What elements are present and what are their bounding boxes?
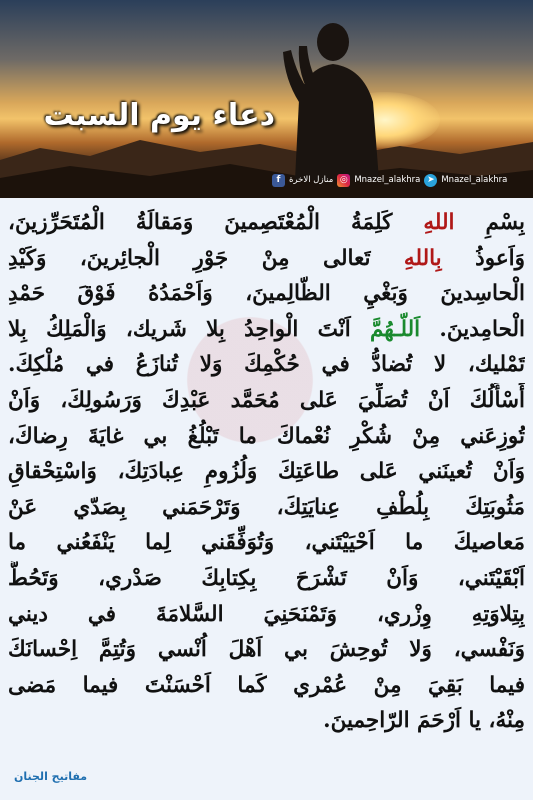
prayer-line-14: فيما بَقِيَ مِنْ عُمْري كَما اَحْسَنْتَ فيما مَضى: [8, 672, 525, 698]
prayer-line-8: وَاَنْ تُعينَني عَلى طاعَتِكَ وَلُزُومِ عِبادَتِكَ، وَاسْتِحْقاقِ: [8, 459, 525, 485]
prayer-line-7: تُوزِعَني مِنْ شُكْرِ نُعْماكَ ما تَبْلُغُ بي غايَةَ رِضاكَ،: [8, 423, 525, 449]
telegram-icon[interactable]: ➤: [424, 174, 437, 187]
prayer-text-segment: تَعالى مِنْ جَوْرِ الْجائِرينَ، وَكَيْدِ: [8, 245, 404, 271]
prayer-line-3: الْحاسِدينَ وَبَغْيِ الظّالِمينَ، وَاَحْمَدُهُ فَوْقَ حَمْدِ: [8, 281, 525, 307]
prayer-text-segment: كَلِمَةُ الْمُعْتَصِمينَ وَمَقالَةُ الْمُتَحَرِّزينَ،: [8, 210, 424, 235]
facebook-label[interactable]: منازل الاخرة: [289, 175, 334, 185]
footer-logo: مفاتيح الجنان: [14, 770, 88, 783]
highlight-allahumma: اَللّـهُمَّ: [369, 316, 421, 342]
prayer-line-9: مَثُوبَتِكَ بِلُطْفِ عِنايَتِكَ، وَتَرْحَمَني بِصَدّي عَنْ: [8, 494, 525, 520]
telegram-label[interactable]: Mnazel_alakhra: [441, 175, 508, 185]
instagram-icon[interactable]: ◎: [337, 174, 350, 187]
facebook-icon[interactable]: f: [272, 174, 285, 187]
prayer-line-11: اَبْقَيْتَني، وَاَنْ تَشْرَحَ بِكِتابِكَ صَدْري، وَتَحُطَّ: [8, 565, 525, 591]
prayer-text-segment: وَاَعوذُ: [441, 245, 525, 271]
prayer-line-12: بِتِلاوَتِهِ وِزْري، وَتَمْنَحَنِيَ السَّلامَةَ في ديني: [8, 601, 525, 627]
prayer-text-segment: الْحامِدينَ.: [420, 316, 525, 342]
prayer-text: [8, 205, 525, 753]
prayer-text-segment: بِسْمِ: [454, 210, 525, 235]
highlight-allah: اللهِ: [423, 210, 455, 235]
highlight-billah: بِاللهِ: [403, 245, 442, 271]
prayer-text-segment: اَنْتَ الْواحِدُ بِلا شَريك، وَالْمَلِكُ بِلا: [8, 316, 370, 342]
prayer-line-4: [8, 312, 525, 348]
praying-person-silhouette: [255, 10, 395, 180]
prayer-line-13: وَنَفْسي، وَلا تُوحِشَ بي اَهْلَ اُنْسي وَتُتِمَّ اِحْسانَكَ: [8, 637, 525, 663]
instagram-label[interactable]: Mnazel_alakhra: [354, 175, 421, 185]
prayer-line-1: [8, 205, 525, 241]
social-bar: [272, 170, 507, 190]
prayer-line-15: مِنْهُ، يا اَرْحَمَ الرّاحِمينَ.: [323, 708, 525, 734]
prayer-line-6: أَسْأَلُكَ اَنْ تُصَلِّيَ عَلى مُحَمَّد عَبْدِكَ وَرَسُولِكَ، وَاَنْ: [8, 387, 525, 413]
header-banner: [0, 0, 533, 198]
prayer-line-2: [8, 241, 525, 277]
prayer-line-10: مَعاصيكَ ما اَحْيَيْتَني، وَتُوَفِّقَني لِما يَنْفَعُني ما: [8, 530, 525, 556]
page-title: دعاء يوم السبت: [43, 98, 275, 133]
prayer-line-5: تَمْليك، لا تُضادُّ في حُكْمِكَ وَلا تُنازَعُ في مُلْكِكَ.: [8, 352, 525, 378]
